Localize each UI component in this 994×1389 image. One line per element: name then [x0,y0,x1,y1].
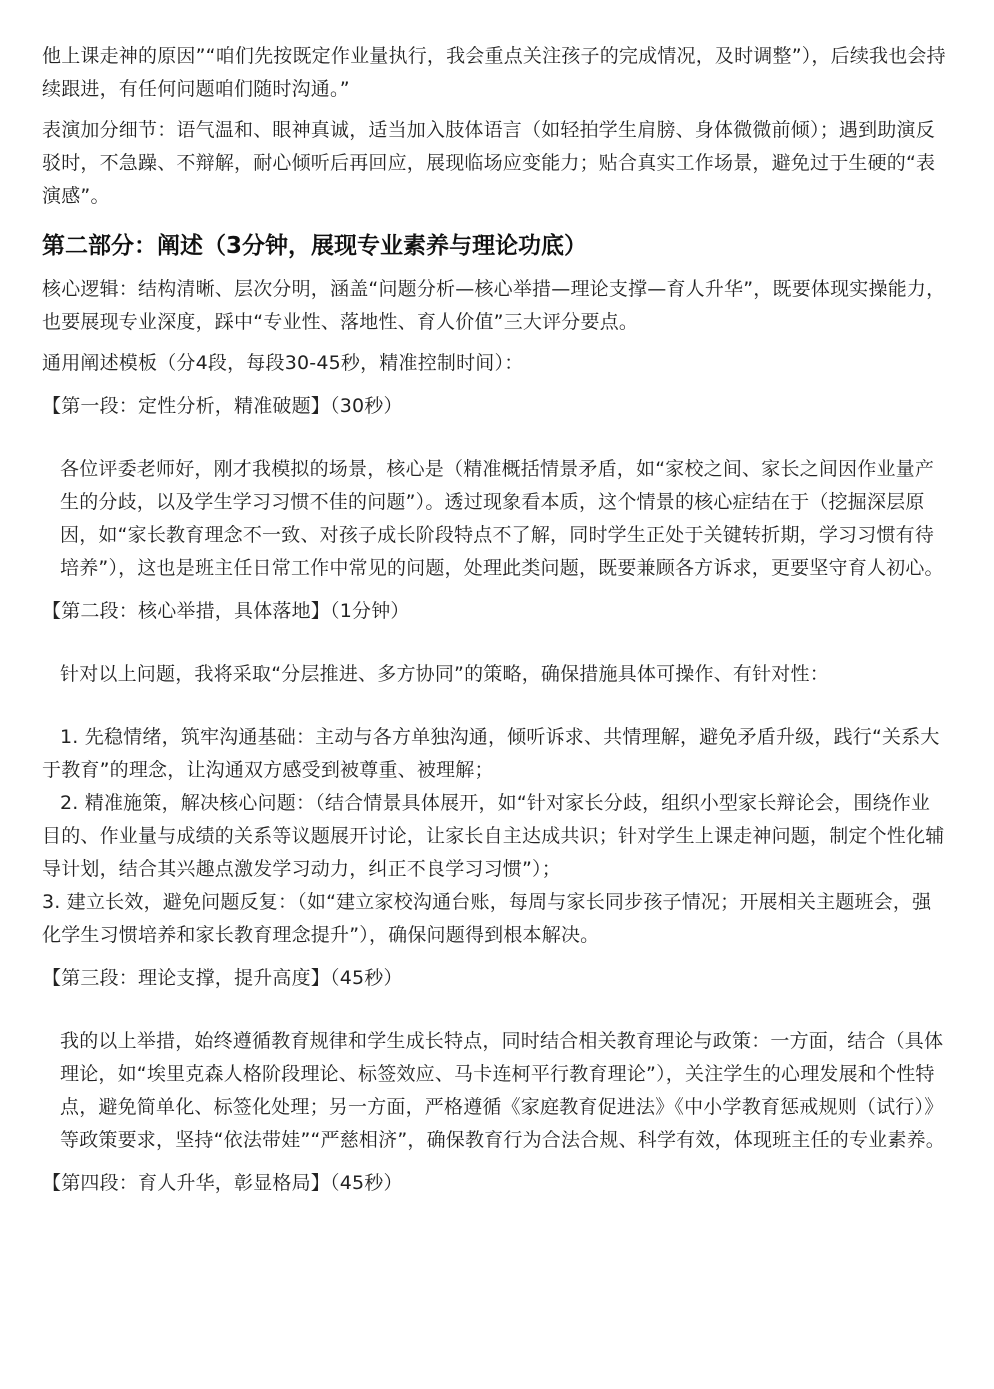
paragraph-template-intro: 通用阐述模板（分4段，每段30-45秒，精准控制时间）： [42,352,524,374]
paragraph-performance-tips: 表演加分细节：语气温和、眼神真诚，适当加入肢体语言（如轻拍学生肩膀、身体微微前倾）；遇到助演反驳时，不急躁、不辩解，耐心倾听后再回应，展现临场应变能力；贴合真实工作场景，避免过于生硬的“表演感”。 [42,119,936,207]
segment-title-1: 【第一段：定性分析，精准破题】（30秒） [42,395,403,417]
segment-body-1: 各位评委老师好，刚才我模拟的场景，核心是（精准概括情景矛盾，如“家校之间、家长之间因作业量产生的分歧，以及学生学习习惯不佳的问题”）。透过现象看本质，这个情景的核心症结在于（挖掘深层原因，如“家长教育理念不一致、对孩子成长阶段特点不了解，同时学生正处于关键转折期，学习习惯有待培养”），这也是班主任日常工作中常见的问题，处理此类问题，既要兼顾各方诉求，更要坚守育人初心。 [60,458,944,579]
spacer [42,691,946,721]
segment-title-4: 【第四段：育人升华，彰显格局】（45秒） [42,1172,403,1194]
paragraph-dialogue-end: 他上课走神的原因”“咱们先按既定作业量执行，我会重点关注孩子的完成情况，及时调整”），后续我也会持续跟进，有任何问题咱们随时沟通。” [42,45,946,100]
list-item-2: 2. 精准施策，解决核心问题：（结合情景具体展开，如“针对家长分歧，组织小型家长辩论会，围绕作业目的、作业量与成绩的关系等议题展开讨论，让家长自主达成共识；针对学生上课走神问题，制定个性化辅导计划，结合其兴趣点激发学习动力，纠正不良学习习惯”）； [42,792,945,880]
section-heading: 第二部分：阐述（3分钟，展现专业素养与理论功底） [42,233,588,259]
segment-body-2: 针对以上问题，我将采取“分层推进、多方协同”的策略，确保措施具体可操作、有针对性： [60,663,829,685]
list-item-3: 3. 建立长效，避免问题反复：（如“建立家校沟通台账，每周与家长同步孩子情况；开展相关主题班会，强化学生习惯培养和家长教育理念提升”），确保问题得到根本解决。 [42,891,932,946]
segment-body-3: 我的以上举措，始终遵循教育规律和学生成长特点，同时结合相关教育理论与政策：一方面，结合（具体理论，如“埃里克森人格阶段理论、标签效应、马卡连柯平行教育理论”），关注学生的心理发展和个性特点，避免简单化、标签化处理；另一方面，严格遵循《家庭教育促进法》《中小学教育惩戒规则（试行）》等政策要求，坚持“依法带娃”“严慈相济”，确保教育行为合法合规、科学有效，体现班主任的专业素养。 [60,1030,945,1151]
list-item-1: 1. 先稳情绪，筑牢沟通基础：主动与各方单独沟通，倾听诉求、共情理解，避免矛盾升级，践行“关系大于教育”的理念，让沟通双方感受到被尊重、被理解； [42,726,940,781]
paragraph-core-logic: 核心逻辑：结构清晰、层次分明，涵盖“问题分析—核心举措—理论支撑—育人升华”，既要体现实操能力，也要展现专业深度，踩中“专业性、落地性、育人价值”三大评分要点。 [42,278,946,333]
segment-title-2: 【第二段：核心举措，具体落地】（1分钟） [42,600,410,622]
segment-title-3: 【第三段：理论支撑，提升高度】（45秒） [42,967,403,989]
spacer [42,628,946,658]
spacer [42,995,946,1025]
spacer [42,423,946,453]
